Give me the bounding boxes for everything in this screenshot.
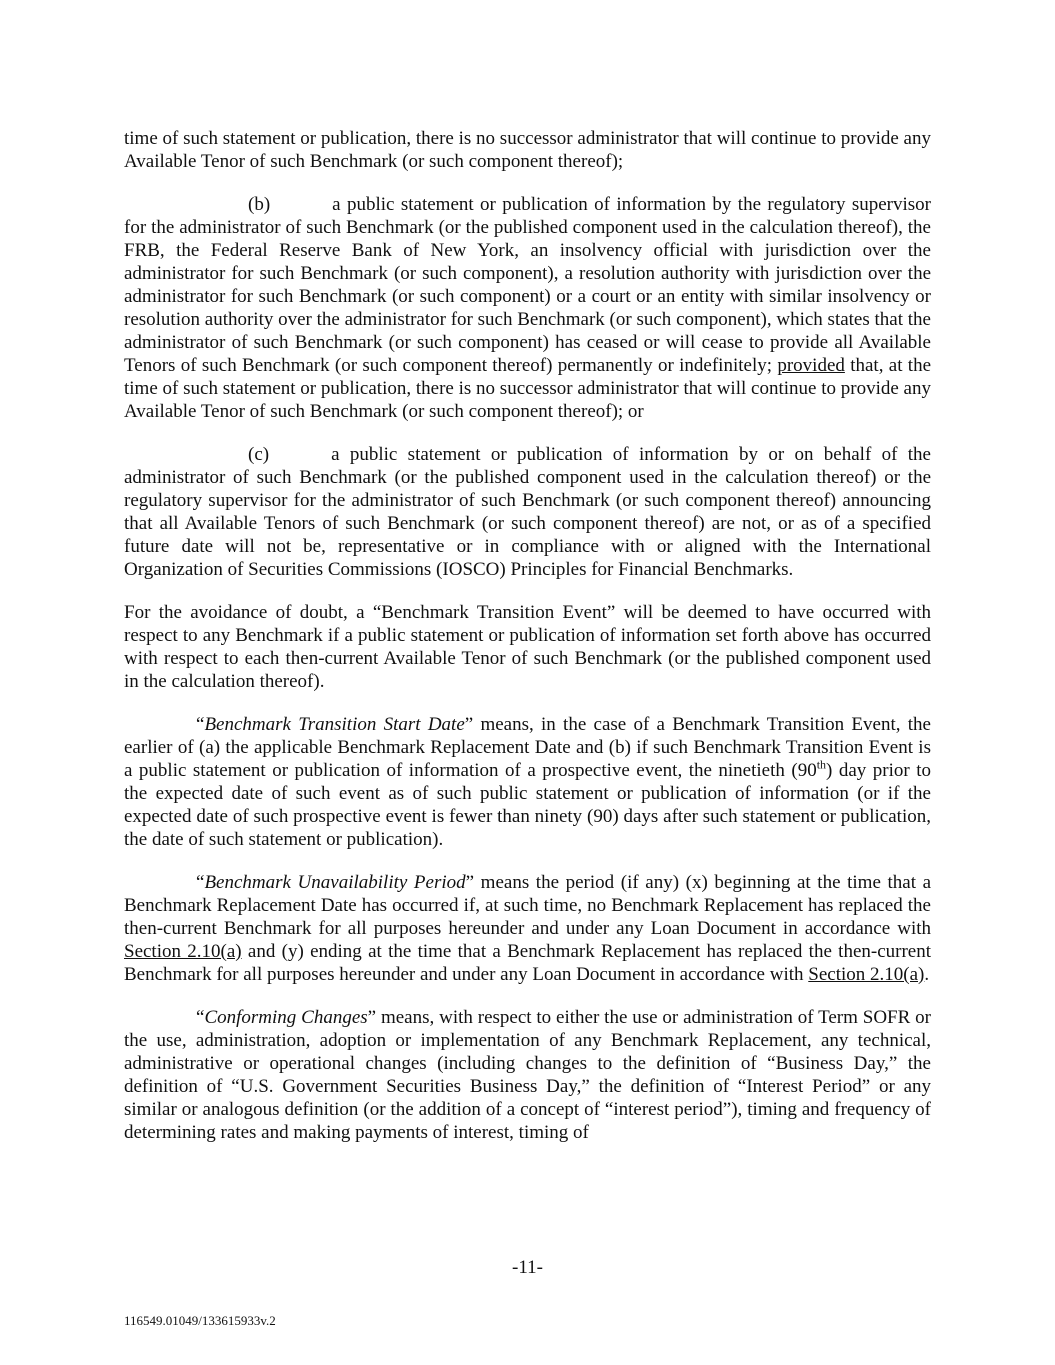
- paragraph-b-label: (b): [248, 194, 271, 215]
- paragraph-c: [124, 443, 931, 581]
- definition-text-2: and (y) ending at the time that a Benchmark Replacement has replaced the then-current Benchmark for all purposes hereunder and under any Loan Document in accordance with: [124, 941, 932, 985]
- page-number: -11-: [512, 1257, 543, 1278]
- provided-term: provided: [777, 355, 845, 376]
- definition-conforming-changes: [124, 1006, 931, 1144]
- paragraph-b: [124, 193, 931, 423]
- section-reference: Section 2.10(a): [124, 941, 242, 962]
- defined-term: Benchmark Unavailability Period: [204, 872, 466, 893]
- paragraph-b-text-2: that, at the time of such statement or publication, there is no successor administrator that will continue to provide any Available Tenor of such Benchmark (or such component thereof); or: [124, 355, 932, 422]
- definition-text: ” means, in the case of a Benchmark Transition Event, the earlier of (a) the applicable Benchmark Replacement Date and (b) if such Benchmark Transition Event is a public statement or publication of information of a prospective event, the ninetieth (90: [124, 714, 931, 781]
- avoidance-paragraph: For the avoidance of doubt, a “Benchmark Transition Event” will be deemed to have occurred with respect to any Benchmark if a public statement or publication of information set forth above has occurred with respect to each then-current Available Tenor of such Benchmark (or the published component used in the calculation thereof).: [124, 602, 931, 692]
- defined-term: Conforming Changes: [204, 1007, 368, 1028]
- paragraph-a-continuation: time of such statement or publication, there is no successor administrator that will continue to provide any Available Tenor of such Benchmark (or such component thereof);: [124, 128, 931, 172]
- paragraph-b-text: a public statement or publication of information by the regulatory supervisor for the administrator of such Benchmark (or the published component used in the calculation thereof), the FRB, the Federal Reserve Bank of New York, an insolvency official with jurisdiction over the administrator for such Benchmark (or such component), a resolution authority with jurisdiction over the administrator for such Benchmark (or such component) or a court or an entity with similar insolvency or resolution authority over the administrator for such Benchmark (or such component), which states that the administrator of such Benchmark (or such component) has ceased or will cease to provide all Available Tenors of such Benchmark (or such component thereof) permanently or indefinitely;: [124, 194, 931, 376]
- open-quote: “: [196, 872, 205, 893]
- open-quote: “: [196, 1007, 205, 1028]
- document-body: [124, 127, 931, 1164]
- definition-text: ” means, with respect to either the use or administration of Term SOFR or the use, administration, adoption or implementation of any Benchmark Replacement, any technical, administrative or operational changes (including changes to the definition of “Business Day,” the definition of “U.S. Government Securities Business Day,” the definition of “Interest Period” or any similar or analogous definition (or the addition of a concept of “interest period”), timing and frequency of determining rates and making payments of interest, timing of: [124, 1007, 931, 1143]
- definition-transition-start-date: [124, 713, 931, 851]
- open-quote: “: [196, 714, 205, 735]
- section-reference: Section 2.10(a): [808, 964, 925, 985]
- defined-term: Benchmark Transition Start Date: [204, 714, 465, 735]
- ordinal-suffix: th: [816, 757, 827, 772]
- document-id: 116549.01049/133615933v.2: [124, 1313, 276, 1328]
- definition-text-2: ) day prior to the expected date of such event as of such public statement or publication of information (or if the expected date of such prospective event is fewer than ninety (90) days after such statement or publication, the date of such statement or publication).: [124, 760, 931, 850]
- paragraph-c-label: (c): [248, 444, 270, 465]
- paragraph-c-text: a public statement or publication of information by or on behalf of the administrator of such Benchmark (or the published component used in the calculation thereof) or the regulatory supervisor for the administrator of such Benchmark (or such component thereof) announcing that all Available Tenors of such Benchmark (or such component thereof) are not, or as of a specified future date will not be, representative or in compliance with or aligned with the International Organization of Securities Commissions (IOSCO) Principles for Financial Benchmarks.: [124, 444, 931, 580]
- definition-unavailability-period: [124, 871, 931, 986]
- definition-text-3: .: [924, 964, 930, 985]
- definition-text: ” means the period (if any) (x) beginning at the time that a Benchmark Replacement Date has occurred if, at such time, no Benchmark Replacement has replaced the then-current Benchmark for all purposes hereunder and under any Loan Document in accordance with: [124, 872, 931, 939]
